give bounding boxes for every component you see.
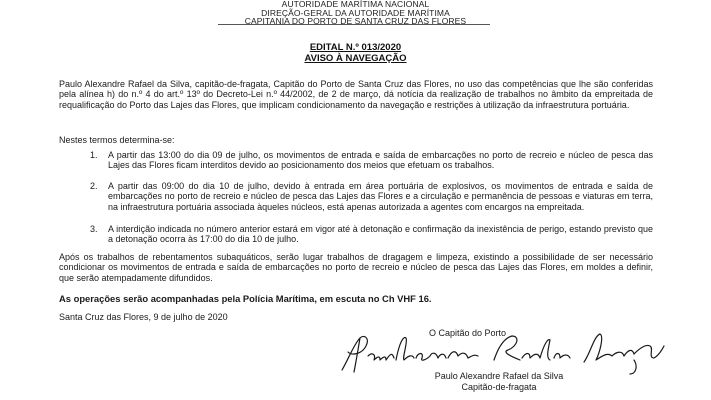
signatory-rank: Capitão-de-fragata [461, 382, 537, 392]
after-paragraph: Após os trabalhos de rebentamentos subaquáticos, serão lugar trabalhos de dragagem e limpeza, existindo a possibilidade de ser necessário condicionar os movimentos de entrada e saída de embarcações no porto de recreio e núcleo de pesca das Lajes das Flores, em moldes a definir, que serão atempadamente difundidos. [59, 252, 653, 283]
policia-notice: As operações serão acompanhadas pela Polícia Marítima, em escuta no Ch VHF 16. [59, 293, 432, 304]
header-captaincy: CAPITANIA DO PORTO DE SANTA CRUZ DAS FLORES [244, 16, 467, 26]
item-text: A partir das 09:00 do dia 10 de julho, devido à entrada em área portuária de explosivos, os movimentos de entrada e saída de embarcações no porto de recreio e núcleo de pesca das Lajes das Flores e a circulação e permanência de pessoas e viaturas em terra, na infraestrutura portuária associada àqueles núcleos, está apenas autorizada a agentes com encargos na empreitada. [108, 181, 653, 212]
intro-paragraph: Paulo Alexandre Rafael da Silva, capitão-de-fragata, Capitão do Porto de Santa Cruz das Flores, no uso das competências que lhe são conferidas pela alínea h) do n.º 4 do art.º 13º do Decreto-Lei n.º 44/2002, de 2 de março, dá notícia da realização de trabalhos no âmbito da empreitada de requalificação do Porto das Lajes das Flores, que implicam condicionamento da navegação e restrições à utilização da infraestrutura portuária. [59, 79, 653, 110]
item-number: 1. [90, 150, 98, 160]
header-authority: AUTORIDADE MARÍTIMA NACIONAL [281, 0, 430, 9]
handwritten-signature [334, 330, 684, 376]
item-number: 2. [90, 181, 98, 191]
edital-subject: AVISO À NAVEGAÇÃO [304, 53, 407, 64]
signatory-name: Paulo Alexandre Rafael da Silva [434, 371, 564, 381]
item-number: 3. [90, 224, 98, 234]
edital-number: EDITAL N.º 013/2020 [309, 42, 402, 53]
header-directorate: DIREÇÃO-GERAL DA AUTORIDADE MARÍTIMA [261, 8, 450, 18]
item-text: A partir das 13:00 do dia 09 de julho, os movimentos de entrada e saída de embarcações no porto de recreio e núcleo de pesca das Lajes das Flores ficam interditos devido ao posicionamento dos meios que efetuam os trabalhos. [108, 150, 653, 171]
signature-role: O Capitão do Porto [429, 328, 507, 338]
header-divider [218, 24, 490, 25]
item-text: A interdição indicada no número anterior estará em vigor até à detonação e confirmação da inexistência de perigo, estando previsto que a detonação ocorra às 17:00 do dia 10 de julho. [108, 224, 653, 245]
place-date: Santa Cruz das Flores, 9 de julho de 2020 [59, 312, 228, 322]
determina-line: Nestes termos determina-se: [59, 135, 175, 145]
